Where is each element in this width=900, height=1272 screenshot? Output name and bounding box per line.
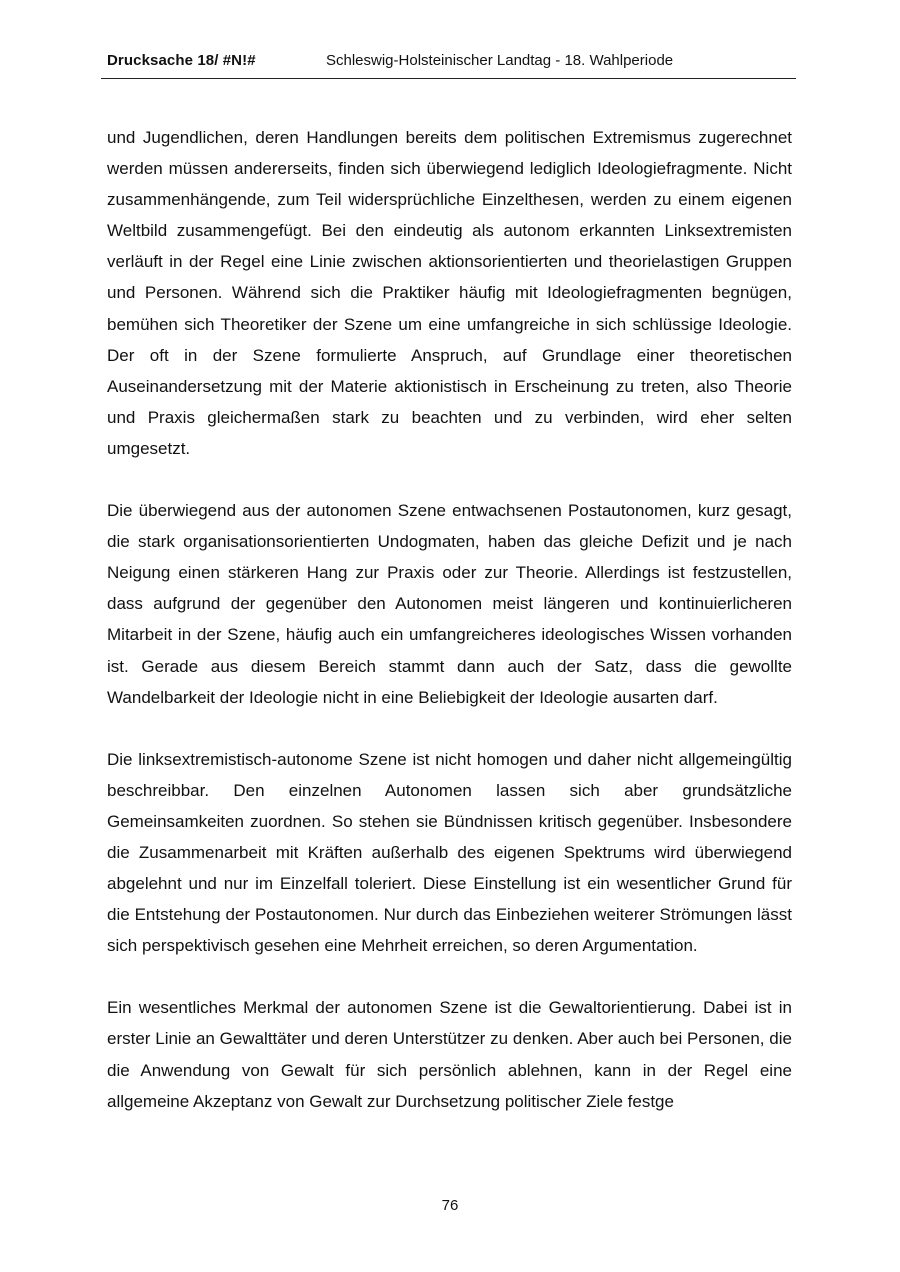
- page-number: 76: [441, 1197, 459, 1214]
- body-text: [107, 122, 792, 1148]
- page-header: [101, 50, 796, 79]
- header-title: Schleswig-Holsteinischer Landtag - 18. Wahlperiode: [326, 52, 674, 69]
- paragraph-2: Die überwiegend aus der autonomen Szene entwachsenen Postautonomen, kurz gesagt, die stark organisationsorientierten Undogmaten, haben das gleiche Defizit und je nach Neigung einen stärkeren Hang zur Praxis oder zur Theorie. Allerdings ist festzustellen, dass aufgrund der gegenüber den Autonomen meist längeren und kontinuierlicheren Mitarbeit in der Szene, häufig auch ein umfangreicheres ideologisches Wissen vorhanden ist. Gerade aus diesem Bereich stammt dann auch der Satz, dass die gewollte Wandelbarkeit der Ideologie nicht in eine Beliebigkeit der Ideologie ausarten darf.: [107, 501, 792, 707]
- document-number: Drucksache 18/ #N!#: [107, 52, 256, 69]
- paragraph-3: Die linksextremistisch-autonome Szene ist nicht homogen und daher nicht allgemeingültig beschreibbar. Den einzelnen Autonomen lassen sich aber grundsätzliche Gemeinsamkeiten zuordnen. So stehen sie Bündnissen kritisch gegenüber. Insbesondere die Zusammenarbeit mit Kräften außerhalb des eigenen Spektrums wird überwiegend abgelehnt und nur im Einzelfall toleriert. Diese Einstellung ist ein wesentlicher Grund für die Entstehung der Postautonomen. Nur durch das Einbeziehen weiterer Strömungen lässt sich perspektivisch gesehen eine Mehrheit erreichen, so deren Argumentation.: [107, 749, 792, 956]
- paragraph-1: und Jugendlichen, deren Handlungen bereits dem politischen Extremismus zugerechnet werden müssen andererseits, finden sich überwiegend lediglich Ideologiefragmente. Nicht zusammenhängende, zum Teil widersprüchliche Einzelthesen, werden zu einem eigenen Weltbild zusammengefügt. Bei den eindeutig als autonom erkannten Linksextremisten verläuft in der Regel eine Linie zwischen aktionsorientierten und theorielastigen Gruppen und Personen. Während sich die Praktiker häufig mit Ideologiefragmenten begnügen, bemühen sich Theoretiker der Szene um eine umfangreiche in sich schlüssige Ideologie. Der oft in der Szene formulierte Anspruch, auf Grundlage einer theoretischen Auseinandersetzung mit der Materie aktionistisch in Erscheinung zu treten, also Theorie und Praxis gleichermaßen stark zu beachten und zu verbinden, wird eher selten umgesetzt.: [107, 128, 792, 458]
- paragraph-4: Ein wesentliches Merkmal der autonomen Szene ist die Gewaltorientierung. Dabei ist in erster Linie an Gewalttäter und deren Unterstützer zu denken. Aber auch bei Personen, die die Anwendung von Gewalt für sich persönlich ablehnen, kann in der Regel eine allgemeine Akzeptanz von Gewalt zur Durchsetzung politischer Ziele festge: [107, 998, 792, 1111]
